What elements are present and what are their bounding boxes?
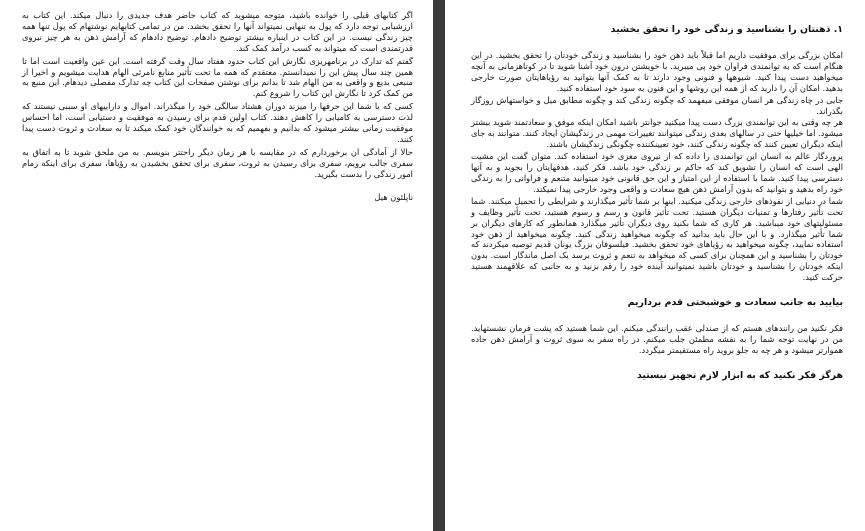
section-heading-1: بیایید به جانب سعادت و خوشبختی قدم برداریم (627, 297, 843, 309)
right-paragraph-4: پروردگار عالم به انسان این توانمندی را داده که از نیروی مغزی خود استفاده کند. متوان گفت این مشیت الهی است که انسان را تشویق کند که حاکم بر زندگی خود باشد. فکر کنید، هدفهایتان را بجوید و به آنها دسترسی پیدا کنید. شما با استفاده از این امتیاز و این حق قانونی خود میتوانید متنعم و فراوانی را به زندگی خود راه بدهید و بتوانید که بدون آرامش ذهن هیچ سعادت و واقعی وجود خارجی پیدا نمیکند. (471, 151, 843, 194)
page-gutter (433, 0, 445, 531)
left-paragraph-2: گفتم که تدارک در برنامهریزی نگارش این کتاب حدود هفتاد سال وقت گرفته است. این عین واقعیت است اما تا همین چند سال پیش این را نمیدانستم. معتقدم که همه ما تحت تأثیر منابع نامرئی الهام هدایت میشویم و اخیرا از منبعی بدیع و واقعی به من الهام شد تا بدانم برای نوشتن صفحات این کتاب چه تدارک مفصلی دیدهام. این منبع به من کمک کرد تا نگارش این کتاب را شروع کنم. (22, 55, 413, 99)
right-page (445, 0, 865, 531)
right-paragraph-3: هر چه وقتی به این توانمندی بزرگ دست پیدا میکنید جوانتر باشید امکان اینکه موفق و سعادتمند شوید بیشتر میشود. اما خیلیها حتی در سالهای بعدی زندگی میتوانند تغییرات مهمی در زندگیشان ایجاد کنند. متوانند به جای اینکه دیگران تعیین کنند که چگونه زندگی کنند، خود تعیینکننده چگونگی زندگیشان باشند. (471, 117, 843, 150)
section-heading-2: هرگز فکر نکنید که به ابزار لازم تجهیز نیستید (636, 369, 843, 381)
right-paragraph-5: شما در دنیایی از نفوذهای خارجی زندگی میکنید. اینها بر شما تأثیر میگذارند و شرایطی را تحمیل میکنند. شما تحت تأثیر رفتارها و تمنیات دیگران هستید. تحت تأثیر قانون و رسم و رسوم هستید، تحت تأثیر وظایف و مسئولیتهای خود میباشید. هر کاری که شما بکنید روی دیگران تأثیر میگذارد همانطور که کارهای دیگران بر شما تأثیر میگذارد. و با این حال باید بدانید که چگونه میخواهید زندگی کنید. چگونه میخواهید از ذهن خود استفاده نمایید، چگونه میخواهید به رؤیاهای خود تحقق بخشید. فیلسوفان بزرگ یونان قدیم توصیه میکردند که خودتان را بشناسید و این همچنان برای کسی که میخواهد به تنعم و ثروت برسد یک اصل ماندگار است. بدون اینکه خودتان را بشناسید و خودتان باشید نمیتوانید آینده خود را رقم بزنید و به جانبی که علاقهمند هستید حرکت کنید. (471, 195, 843, 283)
chapter-heading: ۱. ذهنتان را بشناسید و زندگی خود را تحقق بخشید (610, 24, 843, 35)
left-paragraph-1: اگر کتابهای قبلی را خوانده باشید، متوجه میشوید که کتاب حاضر هدف جدیدی را دنبال میکند. این کتاب به ارزشیابی توجه دارد که پول به تنهایی نمیتواند آنها را تحقق بخشد. من در تمامی کتابهایم نوشتهام که پول تنها همه چیز زندگی نیست. در این کتاب در اینباره بیشتر توضیح دادهام. توضیح دادهام که آرامش ذهن به هر چیز نیروی قدرتمندی است که میتواند به کسب درآمد کمک کند. (22, 10, 413, 53)
left-paragraph-4: حالا از آمادگی ان برخوردارم که در مقایسه با هر زمان دیگر راحتتر بنویسم. به من ملحق شوید تا به اتفاق به سفری جالب برویم، سفری برای رسیدن به ثروت، سفری برای تحقق بخشیدن به رؤیاها، سفری برای اینکه زمام امور زندگی را بدست بگیرید. (22, 146, 413, 179)
right-paragraph-1: امکان بزرگی برای موفقیت داریم اما قبلاً باید ذهن خود را بشناسید و زندگی خودتان را تحقق بخشید. در این هنگام است که به توانمندی فراوان خود پی میبرید. با خویشتن درون خود آشنا شوید تا در کوتاهزمانی به آنچه میخواهید دست پیدا کنید. شیوهها و فنونی وجود دارند تا به کمک آنها بتوانید به رؤیاهایتان صورت خارجی بدهید. امکان آن را دارید که از همه این روشها و این فنون به سود خود استفاده کنید. (471, 50, 843, 93)
author-signature: ناپلئون هیل (374, 191, 413, 202)
left-paragraph-3: کسی که با شما این حرفها را میزند دوران هشتاد سالگی خود را میگذراند. اموال و داراییهای او سببی نیستند که لذت دسترسی به کامیابی را کاهش دهند. کتاب اولین قدم برای رسیدن به موفقیت و دستیابی است، اما احساس موفقیت زمانی بیشتر میشود که بدانیم و بفهمیم که به خوانندگان خود کمک میکند تا به سعادت و ثروت دست پیدا کنند. (22, 101, 413, 144)
right-paragraph-6: فکر نکنید من رانندهای هستم که از صندلی عقب رانندگی میکنم. این شما هستید که پشت فرمان نشستهاید. من در نهایت توجه شما را به نقشه مطمئن جلب میکنم. در راه سفر به سوی ثروت و آرامش ذهن جاده هموارتر میشود و هر چه به جلو بروید راه مستقیمتر میگردد. (471, 323, 843, 355)
right-paragraph-2: جایی در چاه زندگی هر انسان موفقی میفهمد که چگونه زندگی کند و چگونه مطابق میل و خواستهاش روزگار بگذراند. (471, 94, 843, 116)
